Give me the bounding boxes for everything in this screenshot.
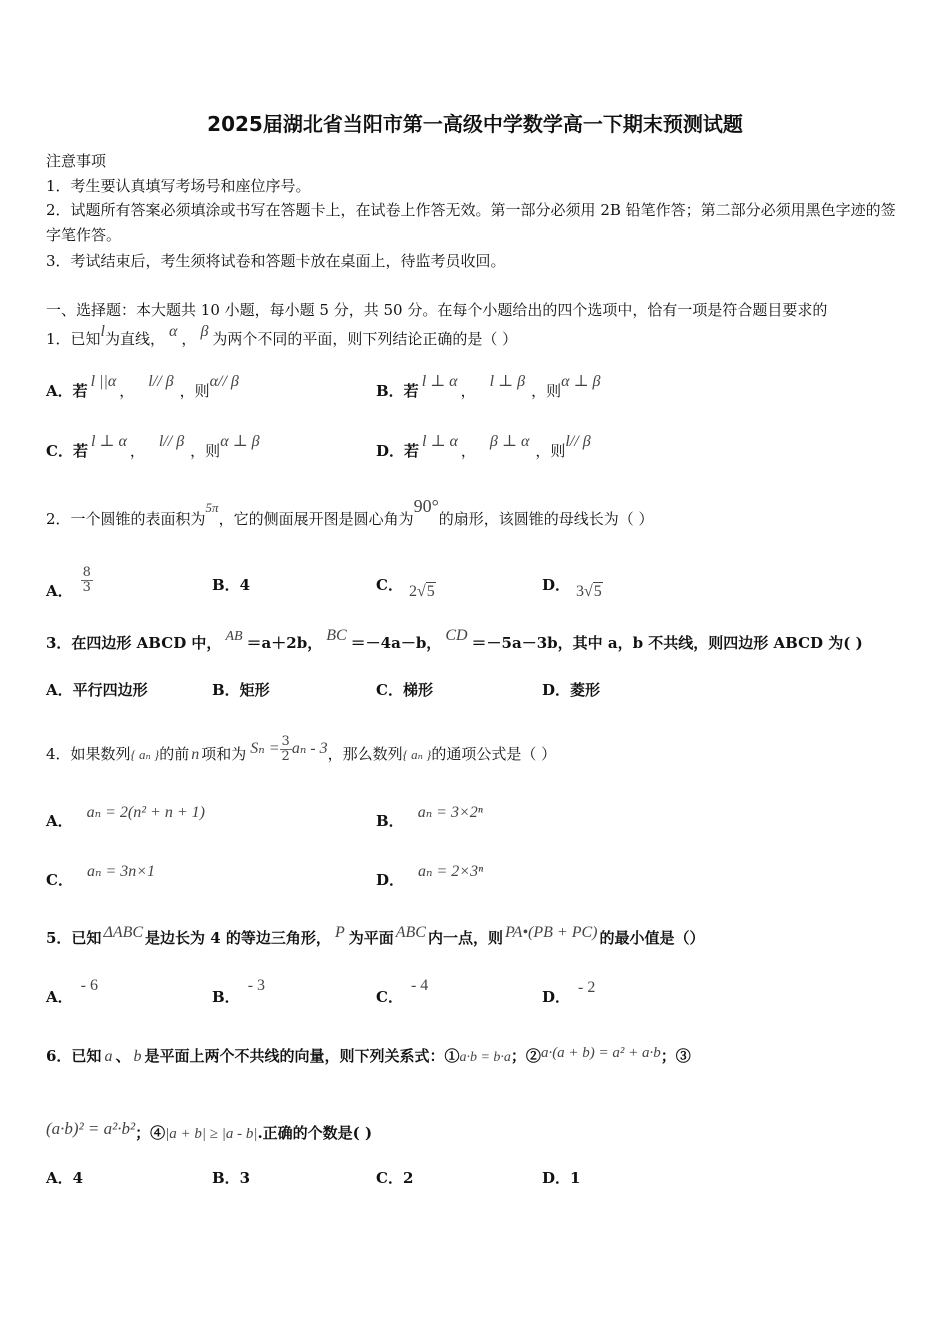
q2-option-c (376, 576, 436, 600)
q1-d-math-1: l ⊥ α (422, 433, 458, 450)
q1-text-1: 1．已知 (46, 330, 101, 348)
q1-d-math-2: β ⊥ α (489, 433, 530, 450)
notice-item-2: 2．试题所有答案必须填涂或书写在答题卡上，在试卷上作答无效。第一部分必须用 2B 铅笔作答；第二部分必须用黑色字迹的签字笔作答。 (46, 201, 896, 244)
q6-option-c: C．2 (376, 1169, 414, 1187)
q2-a-numerator: 8 (82, 565, 91, 580)
q4-c-label: C． (46, 871, 73, 889)
q2-c-coef: 2 (408, 583, 417, 600)
q5-option-c (376, 977, 429, 1006)
q3-vector-ab: AB (225, 629, 243, 644)
q2-d-sqrt: 3√5 (576, 583, 602, 600)
q2-option-b: B．4 (212, 576, 251, 594)
q1-option-d (376, 433, 591, 460)
q4-a-label: A． (46, 812, 73, 830)
notice-heading: 注意事项 (46, 152, 107, 170)
q2-c-label: C． (376, 576, 403, 594)
q2-math-1: 5π (205, 500, 219, 515)
q1-b-sep-1: ， (460, 382, 476, 400)
q1-c-label: C．若 (46, 442, 88, 460)
q5-text-1: 5．已知 (46, 929, 102, 947)
q5-math-p: P (334, 924, 345, 941)
q2-text-2: ，它的侧面展开图是圆心角为 (218, 510, 414, 528)
q1-b-sep-2: ，则 (531, 382, 562, 400)
q6-text-5: ；③ (660, 1047, 691, 1065)
q3-vector-cd: CD (445, 627, 468, 644)
q4-option-b (376, 804, 483, 830)
q1-text-4: 为两个不同的平面，则下列结论正确的是（ ） (212, 330, 518, 348)
q1-d-math-3: l// β (565, 433, 591, 450)
q1-b-label: B．若 (376, 382, 419, 400)
q4-sum-denominator: 2 (281, 748, 290, 764)
question-4 (46, 734, 557, 769)
q5-math-abc: ABC (395, 924, 426, 941)
q3-text-4: ＝－5a－3b，其中 a，b 不共线，则四边形 ABCD 为( ) (471, 634, 863, 652)
q1-c-math-2: l// β (158, 433, 185, 450)
q6-option-b: B．3 (212, 1169, 251, 1187)
q2-c-sqrt: 2√5 (408, 583, 435, 600)
q5-b-label: B． (212, 988, 240, 1006)
q4-text-4: ，那么数列 (327, 745, 403, 764)
q5-a-label: A． (46, 988, 73, 1006)
q1-text-2: 为直线， (105, 330, 166, 348)
q1-text-3: ， (181, 330, 197, 348)
q4-d-label: D． (376, 871, 405, 889)
q4-option-a (46, 804, 205, 830)
q5-math-triangle: ΔABC (103, 924, 144, 941)
q6-relation-4: |a + b| ≥ |a - b| (165, 1126, 258, 1142)
q4-sequence-2: { aₙ } (402, 747, 432, 763)
q4-text-1: 4．如果数列 (46, 745, 131, 764)
q1-c-math-1: l ⊥ α (90, 433, 127, 450)
q6-math-b: b (133, 1048, 142, 1065)
q1-option-a (46, 373, 239, 400)
q6-math-a: a (104, 1048, 113, 1065)
question-6 (46, 1045, 691, 1065)
question-2 (46, 496, 654, 528)
q1-b-math-3: α ⊥ β (561, 373, 601, 390)
q4-sum-fraction (280, 735, 292, 763)
q5-text-4: 内一点，则 (427, 929, 503, 947)
q4-b-label: B． (376, 812, 404, 830)
q5-option-d (542, 979, 596, 1006)
q2-a-label: A． (46, 582, 73, 601)
q5-c-value: - 4 (410, 977, 429, 994)
q1-d-sep-2: ，则 (535, 442, 566, 460)
q6-text-7: .正确的个数是( ) (257, 1124, 373, 1142)
q2-a-fraction (81, 566, 93, 594)
q6-line-2 (46, 1119, 373, 1142)
q2-text-1: 2．一个圆锥的表面积为 (46, 510, 206, 528)
q5-d-label: D． (542, 988, 571, 1006)
q1-d-label: D．若 (376, 442, 420, 460)
q6-option-a: A．4 (46, 1169, 84, 1187)
section-heading: 一、选择题：本大题共 10 小题，每小题 5 分，共 50 分。在每个小题给出的四个选项中，恰有一项是符合题目要求的 (46, 301, 828, 319)
q6-text-4: ；② (510, 1047, 541, 1065)
q1-b-math-1: l ⊥ α (421, 373, 458, 390)
q6-text-2: 、 (115, 1047, 131, 1065)
q2-d-radicand: 5 (593, 583, 602, 600)
q6-option-d: D．1 (542, 1169, 581, 1187)
q2-a-denominator: 3 (82, 579, 91, 595)
q6-text-6: ；④ (135, 1124, 166, 1142)
q1-math-l: l (100, 323, 105, 340)
q1-math-alpha: α (169, 323, 178, 340)
q1-a-math-3: α// β (209, 373, 239, 390)
q1-math-beta: β (200, 323, 209, 340)
q5-text-2: 是边长为 4 的等边三角形， (145, 929, 331, 947)
q2-d-label: D． (542, 576, 571, 594)
q1-d-sep-1: ， (460, 442, 476, 460)
q6-relation-3: (a·b)² = a²·b² (46, 1119, 136, 1138)
q5-a-value: - 6 (80, 977, 98, 994)
page-title: 2025届湖北省当阳市第一高级中学数学高一下期末预测试题 (207, 112, 743, 136)
q2-option-a (46, 565, 93, 601)
q4-sequence: { aₙ } (130, 747, 160, 763)
q4-a-expr: aₙ = 2(n² + n + 1) (86, 804, 205, 821)
q6-relation-1: a·b = b·a (459, 1050, 511, 1065)
q3-option-a: A．平行四边形 (46, 681, 148, 699)
q4-sum-rhs: aₙ - 3 (291, 740, 328, 758)
q2-math-2: 90° (413, 496, 439, 516)
q5-option-a (46, 977, 98, 1006)
q5-text-5: 的最小值是（） (599, 929, 705, 947)
q4-c-expr: aₙ = 3n×1 (86, 863, 156, 880)
q2-c-radicand: 5 (426, 583, 435, 600)
q5-d-value: - 2 (578, 979, 596, 996)
notice-item-1: 1．考生要认真填写考场号和座位序号。 (46, 177, 311, 195)
q5-b-value: - 3 (247, 977, 266, 994)
q4-math-n: n (191, 746, 200, 764)
q5-text-3: 为平面 (348, 929, 394, 947)
q1-a-math-2: l// β (148, 373, 174, 390)
q4-text-5: 的通项公式是（ ） (431, 745, 557, 764)
q6-text-3: 是平面上两个不共线的向量，则下列关系式：① (144, 1047, 460, 1065)
q3-option-d: D．菱形 (542, 681, 601, 699)
q4-option-d (376, 863, 484, 889)
q4-b-expr: aₙ = 3×2ⁿ (417, 804, 483, 821)
q3-text-2: ＝a＋2b， (246, 634, 323, 652)
notice-item-3: 3．考试结束后，考生须将试卷和答题卡放在桌面上，待监考员收回。 (46, 252, 506, 270)
q1-a-math-1: l ||α (90, 373, 117, 390)
q2-option-d (542, 576, 603, 600)
q1-option-b (376, 373, 601, 400)
q1-c-sep-2: ，则 (190, 442, 221, 460)
q4-sum-lhs: Sₙ = (250, 740, 280, 758)
q5-c-label: C． (376, 988, 403, 1006)
q3-text-3: ＝－4a－b， (350, 634, 442, 652)
question-3 (46, 627, 863, 652)
q4-option-c (46, 863, 156, 889)
q3-vector-bc: BC (326, 627, 347, 644)
q1-a-sep-1: ， (119, 382, 135, 400)
q1-a-sep-2: ，则 (179, 382, 210, 400)
question-5 (46, 924, 705, 947)
q5-option-b (212, 977, 266, 1006)
q4-sum-numerator: 3 (281, 734, 290, 749)
q3-option-b: B．矩形 (212, 681, 270, 699)
q4-text-3: 项和为 (201, 745, 247, 764)
q4-d-expr: aₙ = 2×3ⁿ (418, 863, 484, 880)
q1-option-c (46, 433, 260, 460)
q3-option-c: C．梯形 (376, 681, 433, 699)
q2-text-3: 的扇形，该圆锥的母线长为（ ） (438, 510, 654, 528)
question-1 (46, 323, 518, 348)
q1-b-math-2: l ⊥ β (489, 373, 526, 390)
q1-c-math-3: α ⊥ β (220, 433, 260, 450)
q3-text-1: 3．在四边形 ABCD 中， (46, 634, 222, 652)
q6-text-1: 6．已知 (46, 1047, 102, 1065)
q4-text-2: 的前 (159, 745, 190, 764)
q6-relation-2: a·(a + b) = a² + a·b (540, 1045, 661, 1061)
q1-c-sep-1: ， (129, 442, 145, 460)
q5-math-expr: PA•(PB + PC) (504, 924, 598, 941)
q1-a-label: A．若 (46, 382, 88, 400)
q2-d-coef: 3 (576, 583, 585, 600)
